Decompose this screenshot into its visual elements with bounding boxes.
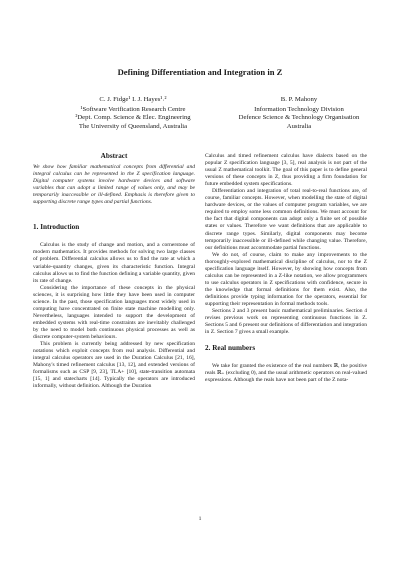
affiliation-line: Australia — [286, 122, 312, 130]
section-heading-introduction: 1. Introduction — [33, 223, 80, 232]
body-paragraph: Calculus and timed refinement calculus have dialects based on the popular Z specification language [3, 5], real analysis is not part of the usual Z mathematical toolkit. The goal of this paper is to define general versions of these concepts in Z, thus providing a firm foundation for future embedded system specifications. — [205, 153, 367, 188]
paper-title: Defining Differentiation and Integration in Z — [117, 67, 283, 77]
author-group-right — [230, 96, 368, 131]
abstract-text: We show how familiar mathematical concepts from differential and integral calculus can be represented in the Z specification language. Digital computer systems involve hardware devices and software variables that can adopt a limited range of values only, and may be temporarily inaccessible or ill-defined. Emphasis is therefore given to supporting discrete range types and partial functions. — [33, 164, 195, 206]
affiliation-line: ¹Software Verification Research Centre — [80, 105, 186, 113]
section-heading-real-numbers: 2. Real numbers — [205, 344, 256, 353]
affiliation-line: Defence Science & Technology Organisation — [238, 114, 360, 122]
left-column — [33, 153, 195, 390]
body-paragraph: We take for granted the existence of the real numbers ℝ, the positive reals ℝ₊ (excluding 0), and the usual arithmetic operators on real-valued expressions. Although the reals have not been part of the Z nota- — [205, 363, 367, 384]
affiliation-line: Information Technology Division — [254, 105, 344, 113]
affiliation-line: ²Dept. Comp. Science & Elec. Engineering — [75, 114, 191, 122]
right-column — [205, 153, 367, 384]
affiliation-line: The University of Queensland, Australia — [78, 122, 188, 130]
body-paragraph: This problem is currently being addressed by new specification notations which exploit concepts from real analysis. Differential and integral calculus operators are used in the Duration Calculus [21, 16], Mahony's timed refinement calculus [13, 12], and extended versions of formalisms such as CSP [9, 23], TLA+ [10], state-transition automata [15, 1] and statecharts [14]. Typically the operators are introduced informally, without definition. Although the Duration — [33, 341, 195, 390]
abstract-heading: Abstract — [100, 152, 128, 160]
page-number: 1 — [198, 516, 202, 522]
body-paragraph: Differentiation and integration of total real-to-real functions are, of course, familiar concepts. However, when modelling the state of digital hardware devices, or the values of computer program variables, we are required to employ some less common definitions. We must account for the fact that digital components can adopt only a finite set of possible states or values. Therefore we want definitions that are applicable to discrete range types. Similarly, digital components may become temporarily inaccessible or ill-defined while changing value. Therefore, our definitions must accommodate partial functions. — [205, 188, 367, 251]
abstract — [33, 153, 195, 206]
body-paragraph: We do not, of course, claim to make any improvements to the thoroughly-explored mathematical discipline of calculus, nor to the Z specification language itself. However, by showing how concepts from calculus can be represented in a Z-like notation, we allow programmers to use calculus operators in Z specifications with confidence, secure in the knowledge that formal definitions for them exist. Also, the definitions provide typing information for the operators, essential for supporting their representation in formal methods tools. — [205, 251, 367, 307]
body-paragraph: Considering the importance of these concepts in the physical sciences, it is surprising how little they have been used in computer science. In the past, those specification languages most widely used in computing have concentrated on finite state machine modelling only. Nevertheless, languages intended to support the development of embedded systems with real-time constraints are inevitably challenged by the need to model both continuous physical processes as well as discrete computer-system behaviours. — [33, 284, 195, 340]
body-paragraph: Calculus is the study of change and motion, and a cornerstone of modern mathematics. It provides methods for solving two large classes of problem. Differential calculus allows us to find the rate at which a variable-quantity changes, given its characteristic function. Integral calculus allows us to find the function defining a variable quantity, given its rate of change. — [33, 242, 195, 284]
author-names-left: C. J. Fidge¹ I. J. Hayes¹˒² — [99, 96, 167, 103]
body-paragraph: Sections 2 and 3 present basic mathematical preliminaries. Section 4 revises previous work on representing continuous functions in Z. Sections 5 and 6 present our definitions of differentiation and integration in Z. Section 7 gives a small example. — [205, 308, 367, 336]
author-group-left — [48, 96, 218, 131]
author-names-right: B. P. Mahony — [280, 96, 318, 103]
